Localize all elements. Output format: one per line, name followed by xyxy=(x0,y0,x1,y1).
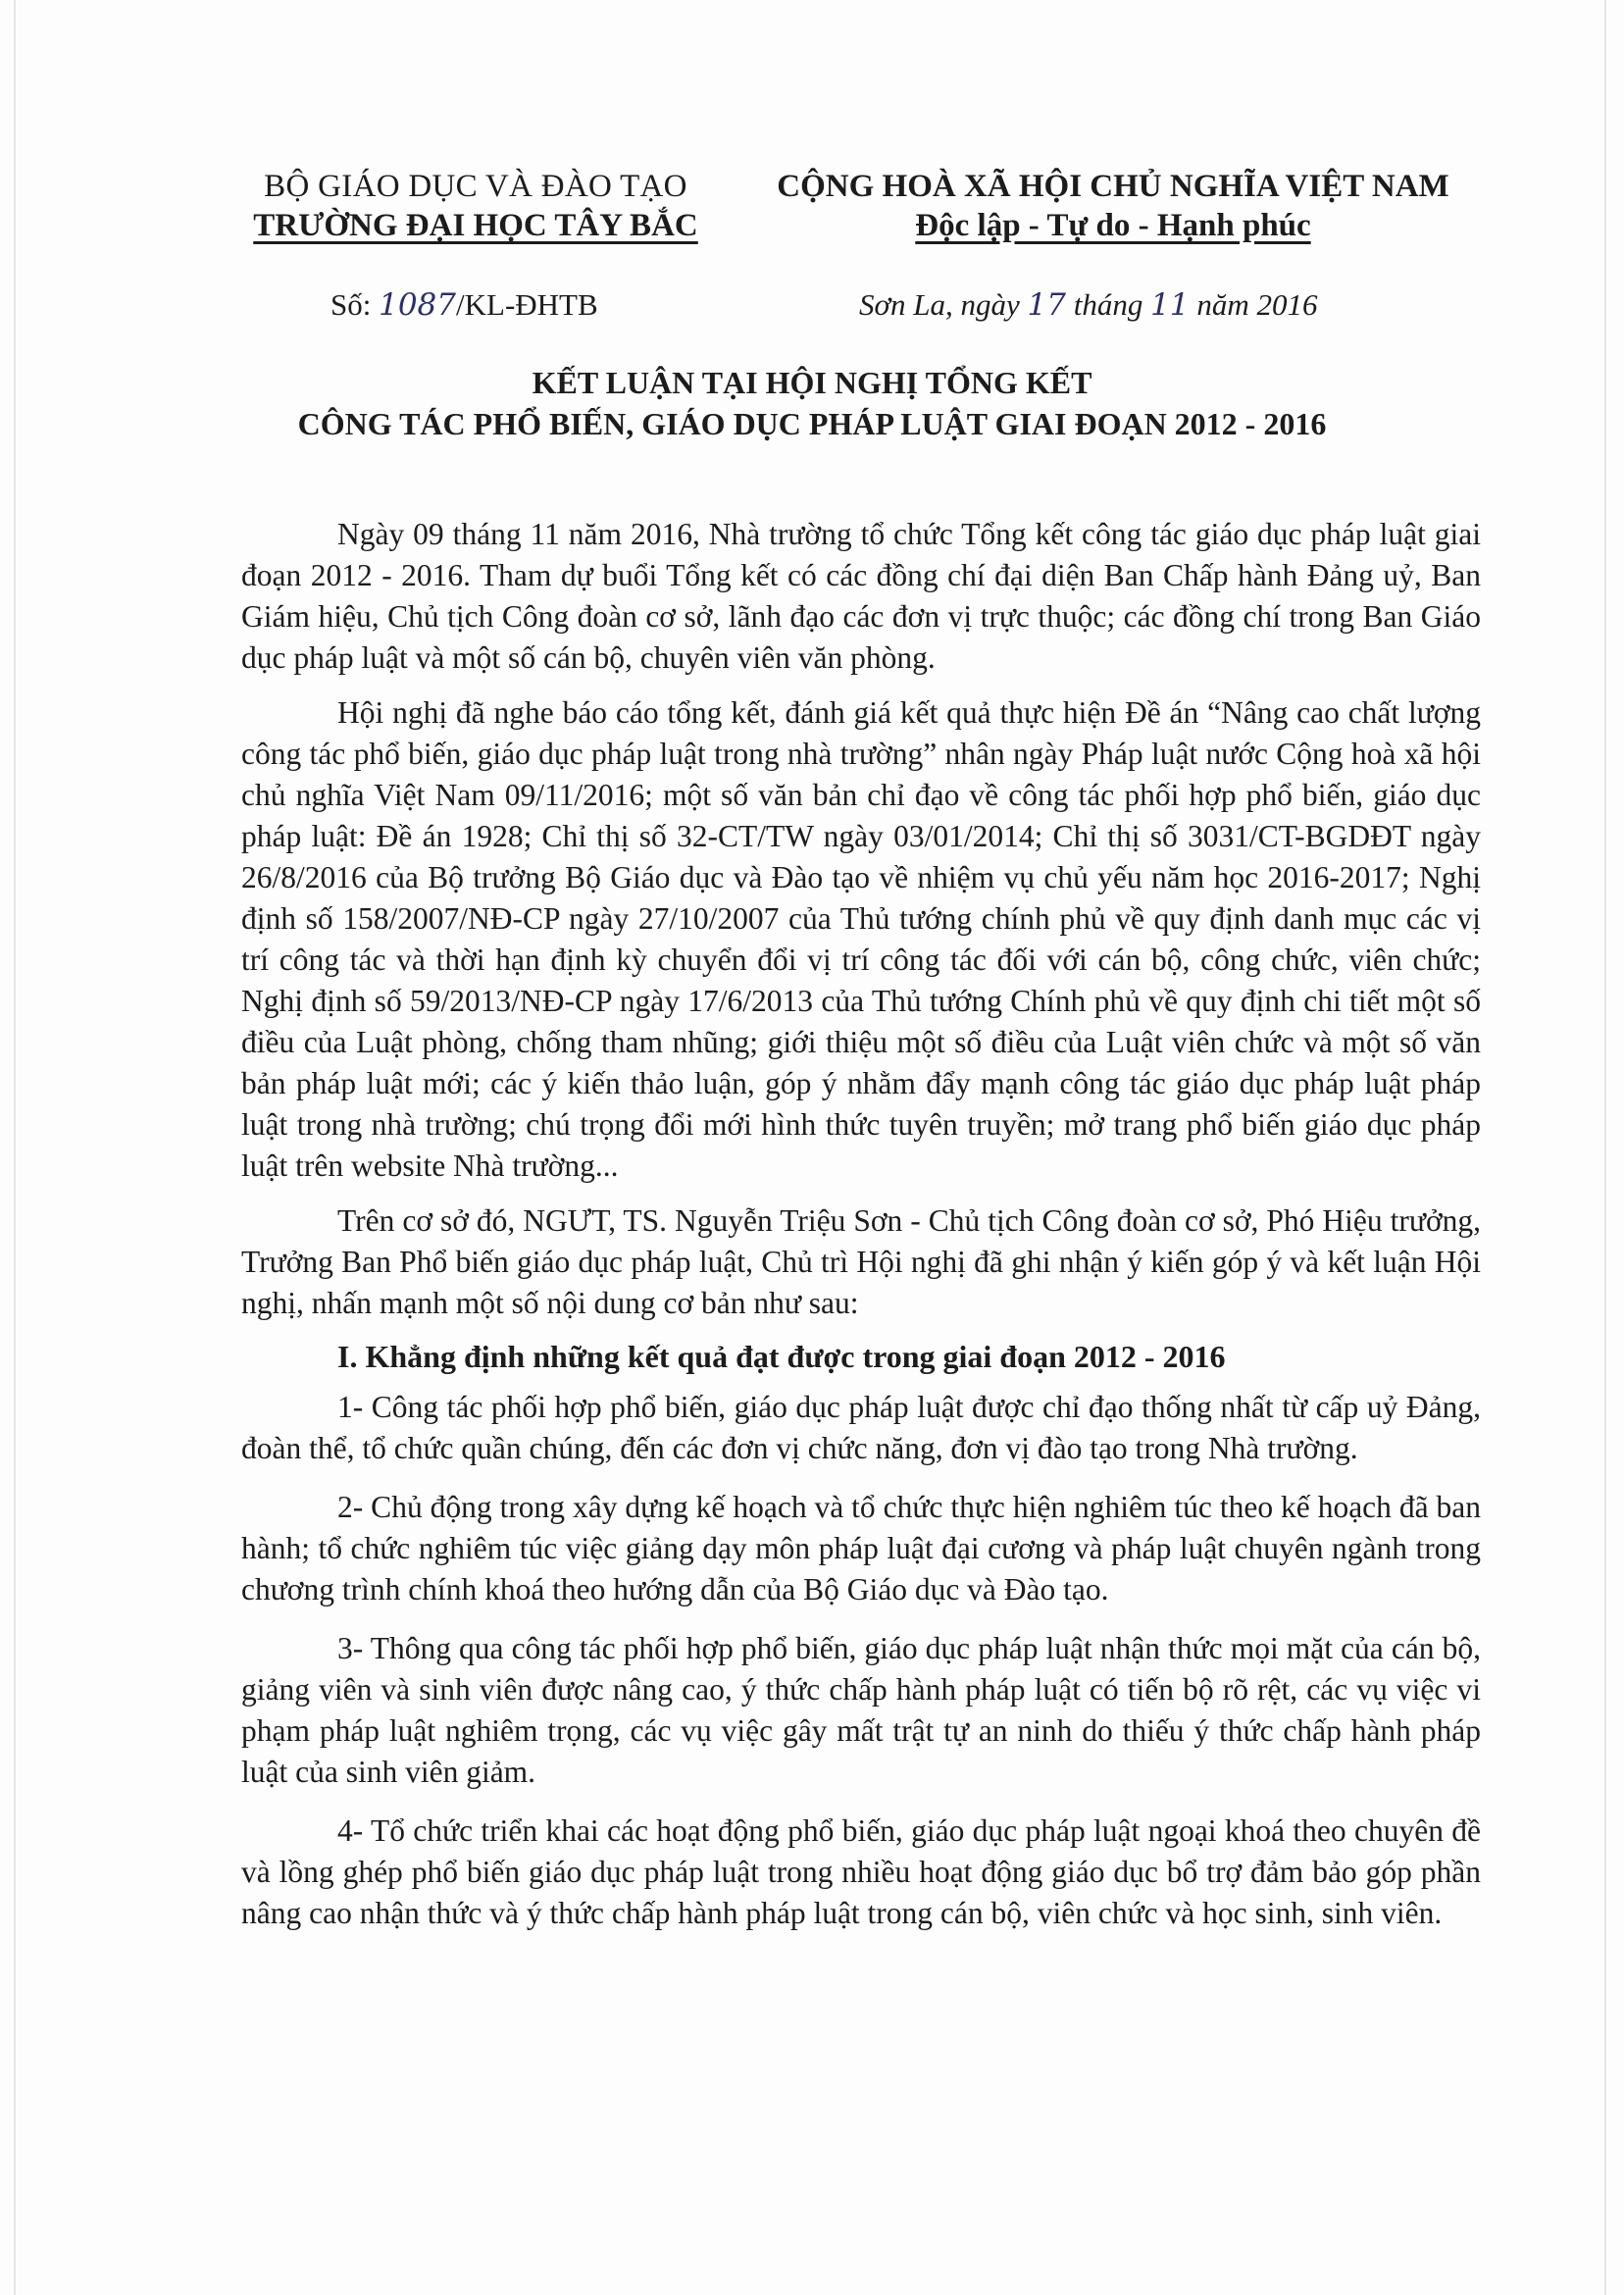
date-year: năm 2016 xyxy=(1189,287,1318,322)
section-item: 1- Công tác phối hợp phổ biến, giáo dục pháp luật được chỉ đạo thống nhất từ cấp uỷ Đảng, đoàn thể, tổ chức quần chúng, đến các đơn vị chức năng, đơn vị đào tạo trong Nhà trường. xyxy=(241,1390,1481,1465)
scan-edge-left xyxy=(14,0,16,2295)
section-item: 4- Tổ chức triển khai các hoạt động phổ biến, giáo dục pháp luật ngoại khoá theo chuyên đề và lồng ghép phổ biến giáo dục pháp luật trong nhiều hoạt động giáo dục bổ trợ đảm bảo góp phần nâng cao nhận thức và ý thức chấp hành pháp luật trong cán bộ, viên chức và học sinh, sinh viên. xyxy=(241,1813,1481,1930)
body-paragraph: Trên cơ sở đó, NGƯT, TS. Nguyễn Triệu Sơn - Chủ tịch Công đoàn cơ sở, Phó Hiệu trưởng, Trưởng Ban Phổ biến giáo dục pháp luật, Chủ trì Hội nghị đã ghi nhận ý kiến góp ý và kết luận Hội nghị, nhấn mạnh một số nội dung cơ bản như sau: xyxy=(241,1203,1481,1320)
date-day: 17 xyxy=(1027,287,1066,323)
document-title-line-2: CÔNG TÁC PHỔ BIẾN, GIÁO DỤC PHÁP LUẬT GIAI ĐOẠN 2012 - 2016 xyxy=(297,406,1327,441)
issuer-block xyxy=(235,167,716,245)
section-item: 3- Thông qua công tác phối hợp phổ biến, giáo dục pháp luật nhận thức mọi mặt của cán bộ, giảng viên và sinh viên được nâng cao, ý thức chấp hành pháp luật có tiến bộ rõ rệt, các vụ việc vi phạm pháp luật nghiêm trọng, các vụ việc gây mất trật tự an ninh do thiếu ý thức chấp hành pháp luật của sinh viên giảm. xyxy=(241,1631,1481,1789)
university-name xyxy=(235,206,716,245)
date-place: Sơn La, ngày xyxy=(859,287,1028,322)
body-paragraph: Hội nghị đã nghe báo cáo tổng kết, đánh giá kết quả thực hiện Đề án “Nâng cao chất lượng công tác phổ biến, giáo dục pháp luật trong nhà trường” nhân ngày Pháp luật nước Cộng hoà xã hội chủ nghĩa Việt Nam 09/11/2016; một số văn bản chỉ đạo về công tác phối hợp phổ biến, giáo dục pháp luật: Đề án 1928; Chỉ thị số 32-CT/TW ngày 03/01/2014; Chỉ thị số 3031/CT-BGDĐT ngày 26/8/2016 của Bộ trưởng Bộ Giáo dục và Đào tạo về nhiệm vụ chủ yếu năm học 2016-2017; Nghị định số 158/2007/NĐ-CP ngày 27/10/2007 của Thủ tướng chính phủ về quy định danh mục các vị trí công tác và thời hạn định kỳ chuyển đổi vị trí công tác đối với cán bộ, công chức, viên chức; Nghị định số 59/2013/NĐ-CP ngày 17/6/2013 của Thủ tướng Chính phủ về quy định chi tiết một số điều của Luật phòng, chống tham nhũng; giới thiệu một số điều của Luật viên chức và một số văn bản pháp luật mới; các ý kiến thảo luận, góp ý nhằm đẩy mạnh công tác giáo dục pháp luật pháp luật trong nhà trường; chú trọng đổi mới hình thức tuyên truyền; mở trang phổ biến giáo dục pháp luật trên website Nhà trường... xyxy=(241,695,1481,1183)
date-month-label: tháng xyxy=(1066,287,1151,322)
doc-number-handwritten: 1087 xyxy=(379,287,457,323)
document-body xyxy=(241,514,1481,1952)
section-heading: I. Khẳng định những kết quả đạt được trong giai đoạn 2012 - 2016 xyxy=(337,1339,1226,1374)
nation-name: CỘNG HOÀ XÃ HỘI CHỦ NGHĨA VIỆT NAM xyxy=(777,169,1449,204)
scan-edge-right xyxy=(1604,0,1606,2295)
university-name-text: TRƯỜNG ĐẠI HỌC TÂY BẮC xyxy=(253,208,698,243)
document-number xyxy=(330,287,598,323)
section-item: 2- Chủ động trong xây dựng kế hoạch và tổ chức thực hiện nghiêm túc theo kế hoạch đã ban hành; tổ chức nghiêm túc việc giảng dạy môn pháp luật đại cương và pháp luật chuyên ngành trong chương trình chính khoá theo hướng dẫn của Bộ Giáo dục và Đào tạo. xyxy=(241,1490,1481,1606)
body-paragraph: Ngày 09 tháng 11 năm 2016, Nhà trường tổ chức Tổng kết công tác giáo dục pháp luật giai đoạn 2012 - 2016. Tham dự buổi Tổng kết có các đồng chí đại diện Ban Chấp hành Đảng uỷ, Ban Giám hiệu, Chủ tịch Công đoàn cơ sở, lãnh đạo các đơn vị trực thuộc; các đồng chí trong Ban Giáo dục pháp luật và một số cán bộ, chuyên viên văn phòng. xyxy=(241,517,1481,675)
national-motto: Độc lập - Tự do - Hạnh phúc xyxy=(915,208,1311,243)
doc-number-prefix: Số: xyxy=(330,287,380,322)
document-title-line-1: KẾT LUẬN TẠI HỘI NGHỊ TỔNG KẾT xyxy=(532,365,1092,400)
national-header xyxy=(760,167,1466,245)
date-line xyxy=(859,287,1317,323)
doc-number-suffix: /KL-ĐHTB xyxy=(456,287,598,322)
ministry-name: BỘ GIÁO DỤC VÀ ĐÀO TẠO xyxy=(264,169,687,204)
date-month: 11 xyxy=(1150,287,1190,323)
